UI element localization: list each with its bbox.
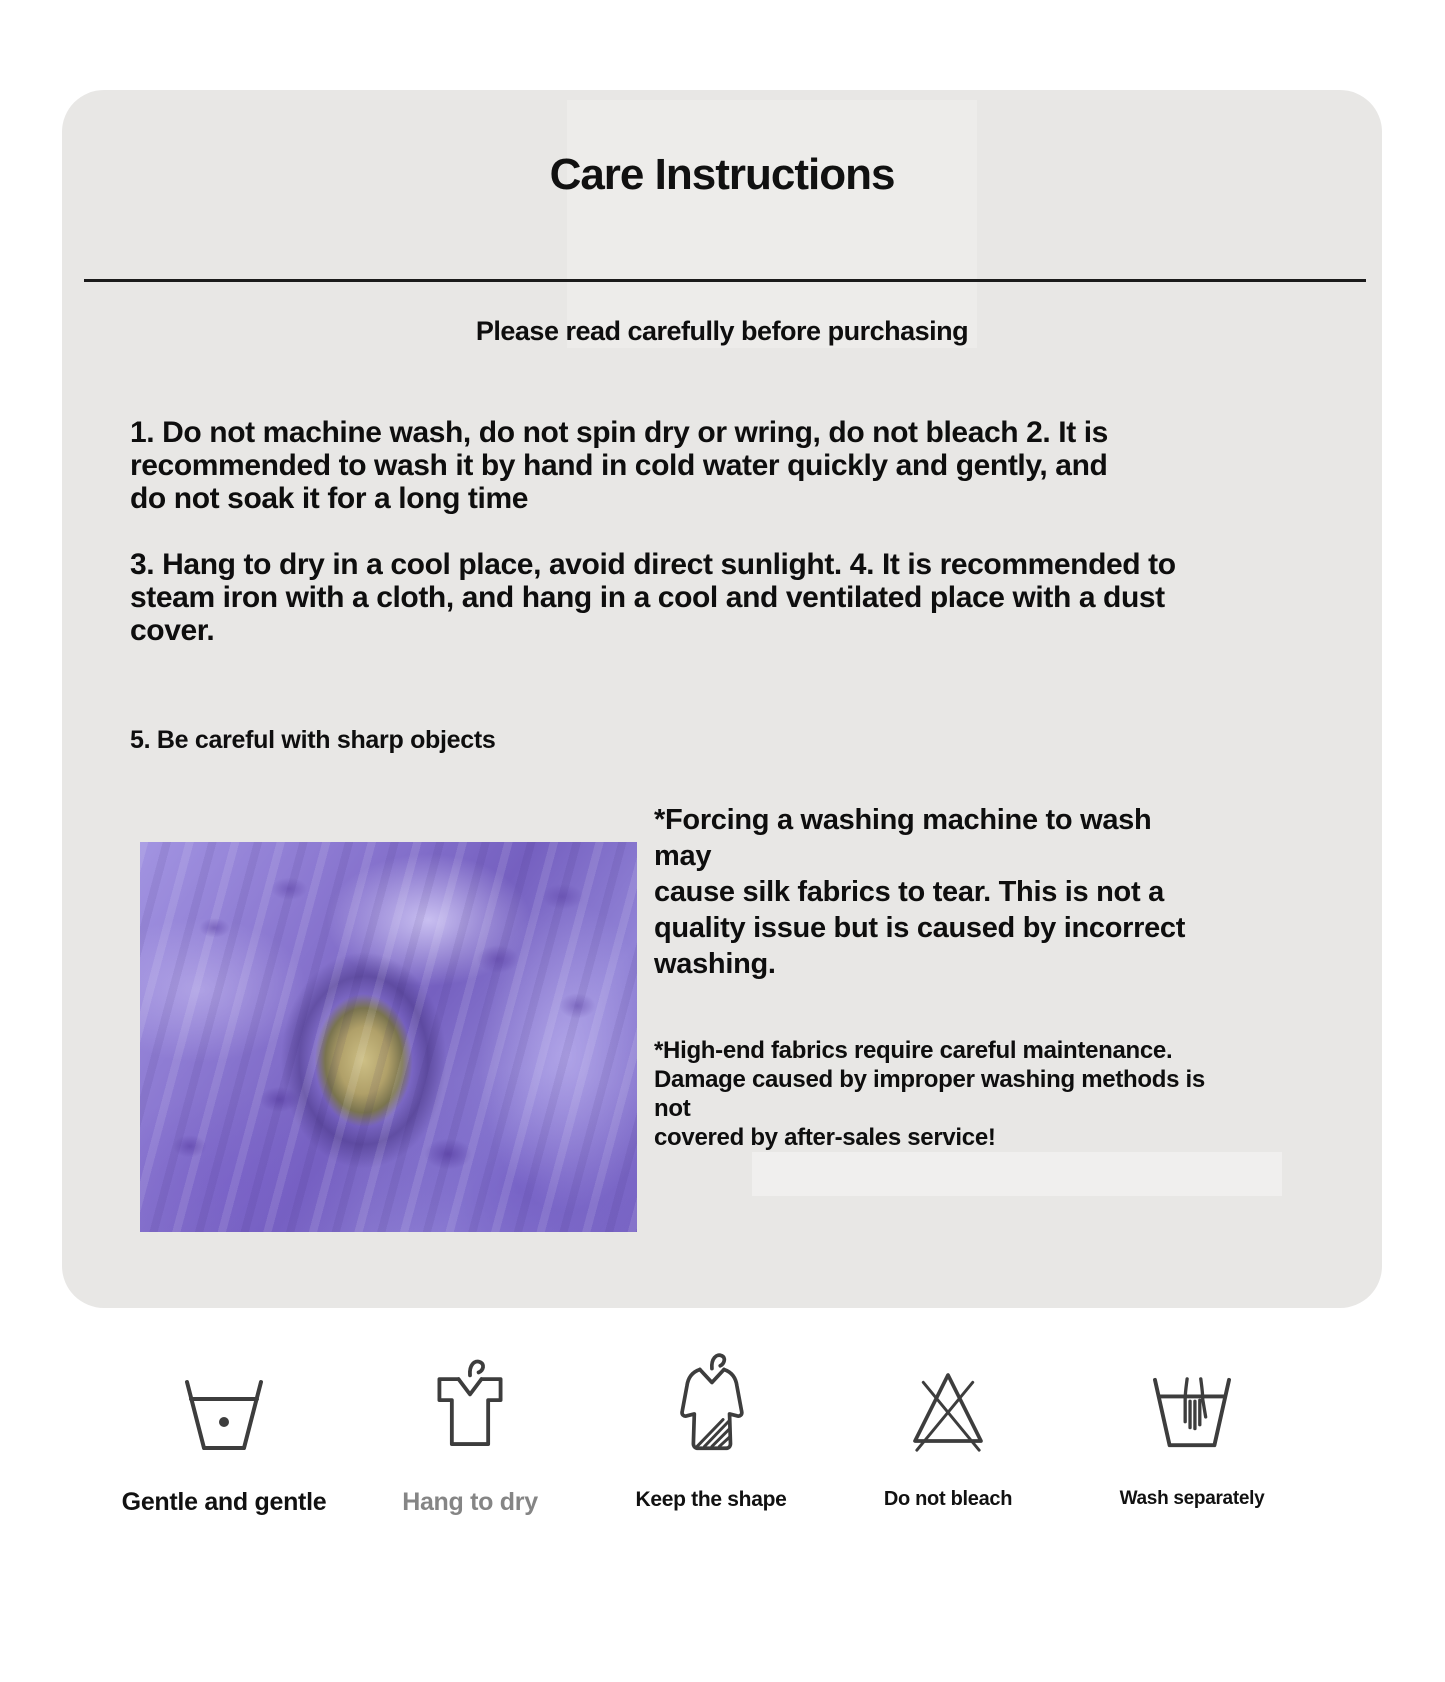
care-paragraph-1 <box>130 416 1210 515</box>
warning-secondary <box>654 1036 1229 1152</box>
warning-primary-line: *Forcing a washing machine to wash may <box>654 804 1152 872</box>
no-bleach-icon <box>902 1364 994 1452</box>
care-symbol-gentle-wash <box>114 1350 334 1517</box>
care-symbol-no-bleach <box>838 1350 1058 1511</box>
care-symbol-wash-separately <box>1082 1350 1302 1510</box>
care-symbol-label: Hang to dry <box>402 1488 538 1516</box>
care-paragraph-1-line: do not soak it for a long time <box>130 482 529 515</box>
keep-shape-icon <box>667 1350 755 1452</box>
keep-shape-icon-box <box>601 1350 821 1452</box>
warning-primary <box>654 802 1214 982</box>
care-paragraph-1-line: 1. Do not machine wash, do not spin dry or wring, do not bleach 2. It is <box>130 416 1108 449</box>
care-paragraph-2 <box>130 548 1220 647</box>
care-symbol-label: Wash separately <box>1119 1488 1265 1509</box>
no-bleach-icon-box <box>838 1350 1058 1452</box>
warning-primary-line: quality issue but is caused by incorrect <box>654 912 1186 944</box>
warning-primary-line: cause silk fabrics to tear. This is not a <box>654 876 1164 908</box>
hang-dry-icon <box>427 1354 513 1452</box>
care-symbol-keep-shape <box>601 1350 821 1512</box>
care-card <box>62 90 1382 1308</box>
care-paragraph-2-line: cover. <box>130 614 215 647</box>
care-symbol-label: Gentle and gentle <box>121 1488 327 1516</box>
gentle-wash-icon <box>174 1378 274 1452</box>
faded-watermark-band <box>752 1152 1282 1196</box>
hang-dry-icon-box <box>360 1350 580 1452</box>
wash-separately-icon-box <box>1082 1350 1302 1452</box>
subtitle: Please read carefully before purchasing <box>475 316 969 346</box>
care-paragraph-1-line: recommended to wash it by hand in cold water quickly and gently, and <box>130 449 1108 482</box>
warning-secondary-line: *High-end fabrics require careful maintenance. <box>654 1037 1173 1064</box>
care-symbol-label: Keep the shape <box>635 1488 787 1511</box>
gentle-wash-icon-box <box>114 1350 334 1452</box>
title-backdrop <box>567 100 977 348</box>
care-paragraph-2-line: 3. Hang to dry in a cool place, avoid direct sunlight. 4. It is recommended to <box>130 548 1176 581</box>
care-paragraph-2-line: steam iron with a cloth, and hang in a cool and ventilated place with a dust <box>130 581 1165 614</box>
wash-separately-icon <box>1142 1374 1242 1452</box>
divider-line <box>84 279 1366 282</box>
care-symbol-label: Do not bleach <box>883 1488 1013 1510</box>
page-title: Care Instructions <box>549 150 895 199</box>
warning-primary-line: washing. <box>654 948 776 980</box>
care-symbol-hang-dry <box>360 1350 580 1517</box>
fabric-photo <box>140 842 637 1232</box>
warning-secondary-line: covered by after-sales service! <box>654 1124 996 1151</box>
care-note: 5. Be careful with sharp objects <box>130 726 496 754</box>
warning-secondary-line: Damage caused by improper washing methods is not <box>654 1066 1205 1122</box>
